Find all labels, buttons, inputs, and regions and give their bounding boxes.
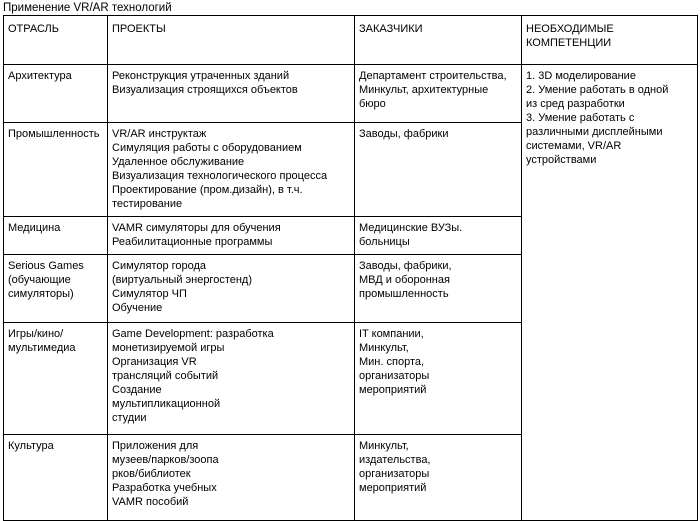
project-line: рков/библиотек: [112, 468, 191, 480]
header-customers: ЗАКАЗЧИКИ: [355, 16, 522, 65]
customers-cell: [355, 217, 522, 255]
project-line: Организация VR: [112, 356, 197, 368]
project-line: Симуляция работы с оборудованием: [112, 142, 302, 154]
industry-line: Serious Games: [8, 260, 84, 272]
project-line: Приложения для: [112, 440, 199, 452]
project-line: Обучение: [112, 302, 163, 314]
project-line: VAMR симуляторы для обучения: [112, 222, 281, 234]
project-line: музеев/парков/зоопа: [112, 454, 219, 466]
customers-cell: [355, 123, 522, 217]
customers-cell: [355, 435, 522, 521]
competency-line: 3. Умение работать с: [526, 112, 635, 124]
projects-cell: [108, 65, 355, 123]
customer-line: Медицинские ВУЗы.: [359, 222, 463, 234]
project-line: Визуализация технологического процесса: [112, 170, 328, 182]
competency-line: различными дисплейными: [526, 126, 663, 138]
project-line: студии: [112, 412, 147, 424]
project-line: Удаленное обслуживание: [112, 156, 245, 168]
projects-cell: [108, 255, 355, 323]
industry-cell: [4, 323, 108, 435]
industry-line: (обучающие: [8, 274, 71, 286]
industry-cell: [4, 217, 108, 255]
project-line: Проектирование (пром.дизайн), в т.ч.: [112, 184, 303, 196]
customer-line: МВД и оборонная: [359, 274, 450, 286]
industry-line: мультимедиа: [8, 342, 76, 354]
projects-cell: [108, 323, 355, 435]
header-projects: ПРОЕКТЫ: [108, 16, 355, 65]
projects-cell: [108, 217, 355, 255]
project-line: Визуализация строящихся объектов: [112, 84, 298, 96]
customer-line: Департамент строительства,: [359, 70, 507, 82]
customer-line: издательства,: [359, 454, 431, 466]
project-line: Симулятор города: [112, 260, 207, 272]
customers-cell: [355, 323, 522, 435]
customer-line: мероприятий: [359, 482, 427, 494]
project-line: тестирование: [112, 198, 183, 210]
customer-line: мероприятий: [359, 384, 427, 396]
project-line: (виртуальный энергостенд): [112, 274, 253, 286]
industry-cell: [4, 435, 108, 521]
project-line: монетизируемой игры: [112, 342, 225, 354]
project-line: VAMR пособий: [112, 496, 189, 508]
competency-line: 2. Умение работать в одной: [526, 84, 669, 96]
project-line: Создание: [112, 384, 162, 396]
header-row: [4, 16, 698, 65]
industry-cell: [4, 255, 108, 323]
customer-line: Минкульт, архитектурные: [359, 84, 489, 96]
industry-line: Медицина: [8, 222, 61, 234]
competencies-cell: [522, 65, 698, 521]
customer-line: промышленность: [359, 288, 449, 300]
header-industry: ОТРАСЛЬ: [4, 16, 108, 65]
customer-line: бюро: [359, 98, 386, 110]
customer-line: Мин. спорта,: [359, 356, 425, 368]
industry-cell: [4, 123, 108, 217]
table-row: [4, 65, 698, 123]
competency-line: устройствами: [526, 154, 597, 166]
project-line: VR/AR инструктаж: [112, 128, 207, 140]
competency-line: из сред разработки: [526, 98, 625, 110]
customer-line: организаторы: [359, 468, 430, 480]
header-competencies: НЕОБХОДИМЫЕ КОМПЕТЕНЦИИ: [522, 16, 698, 65]
industry-line: симуляторы): [8, 288, 74, 300]
project-line: трансляций событий: [112, 370, 219, 382]
competency-line: 1. 3D моделирование: [526, 70, 636, 82]
competency-line: системами, VR/AR: [526, 140, 622, 152]
industry-line: Игры/кино/: [8, 328, 64, 340]
industry-line: Архитектура: [8, 70, 72, 82]
project-line: Симулятор ЧП: [112, 288, 187, 300]
customer-line: организаторы: [359, 370, 430, 382]
projects-cell: [108, 435, 355, 521]
project-line: Реконструкция утраченных зданий: [112, 70, 290, 82]
project-line: Game Development: разработка: [112, 328, 274, 340]
project-line: Реабилитационные программы: [112, 236, 273, 248]
project-line: мультипликационной: [112, 398, 221, 410]
projects-cell: [108, 123, 355, 217]
customer-line: Заводы, фабрики,: [359, 260, 452, 272]
customers-cell: [355, 65, 522, 123]
project-line: Разработка учебных: [112, 482, 217, 494]
customer-line: Заводы, фабрики: [359, 128, 449, 140]
industry-line: Промышленность: [8, 128, 100, 140]
customers-cell: [355, 255, 522, 323]
vr-ar-applications-table: [3, 15, 698, 521]
table-caption: Применение VR/AR технологий: [3, 2, 172, 14]
customer-line: Минкульт,: [359, 342, 409, 354]
industry-line: Культура: [8, 440, 54, 452]
industry-cell: [4, 65, 108, 123]
customer-line: больницы: [359, 236, 410, 248]
customer-line: Минкульт,: [359, 440, 409, 452]
customer-line: IT компании,: [359, 328, 424, 340]
